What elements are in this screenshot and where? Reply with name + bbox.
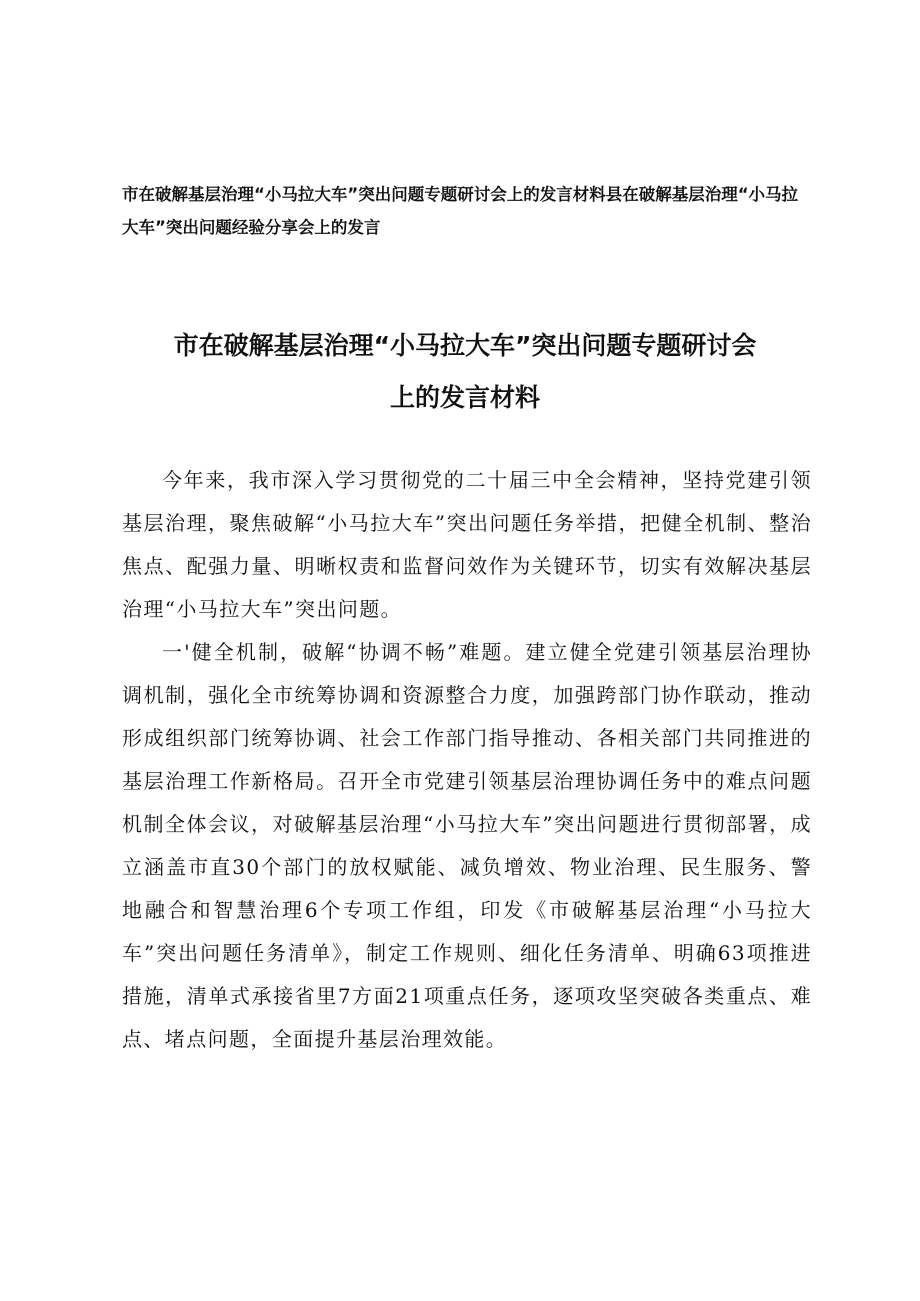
body-paragraph-1: 今年来，我市深入学习贯彻党的二十届三中全会精神，坚持党建引领基层治理，聚焦破解“小马拉大车”突出问题任务举措，把健全机制、整治焦点、配强力量、明晰权责和监督问效作为关键环节，切实有效解决基层治理“小马拉大车”突出问题。 — [122, 468, 812, 621]
document-combined-title: 市在破解基层治理“小马拉大车”突出问题专题研讨会上的发言材料县在破解基层治理“小马拉大车”突出问题经验分享会上的发言 — [122, 185, 799, 237]
document-header — [122, 178, 812, 244]
document-title-line-2: 上的发言材料 — [389, 383, 540, 412]
document-title-line-1: 市在破解基层治理“小马拉大车”突出问题专题研讨会 — [173, 331, 757, 360]
body-paragraph-2: 一'健全机制，破解“协调不畅”难题。建立健全党建引领基层治理协调机制，强化全市统筹协调和资源整合力度，加强跨部门协作联动，推动形成组织部门统筹协调、社会工作部门指导推动、各相关部门共同推进的基层治理工作新格局。召开全市党建引领基层治理协调任务中的难点问题机制全体会议，对破解基层治理“小马拉大车”突出问题进行贯彻部署，成立涵盖市直30个部门的放权赋能、减负增效、物业治理、民生服务、警地融合和智慧治理6个专项工作组，印发《市破解基层治理“小马拉大车”突出问题任务清单》，制定工作规则、细化任务清单、明确63项推进措施，清单式承接省里7方面21项重点任务，逐项攻坚突破各类重点、难点、堵点问题，全面提升基层治理效能。 — [122, 640, 812, 1051]
document-title — [120, 320, 810, 424]
document-body — [122, 459, 812, 1061]
